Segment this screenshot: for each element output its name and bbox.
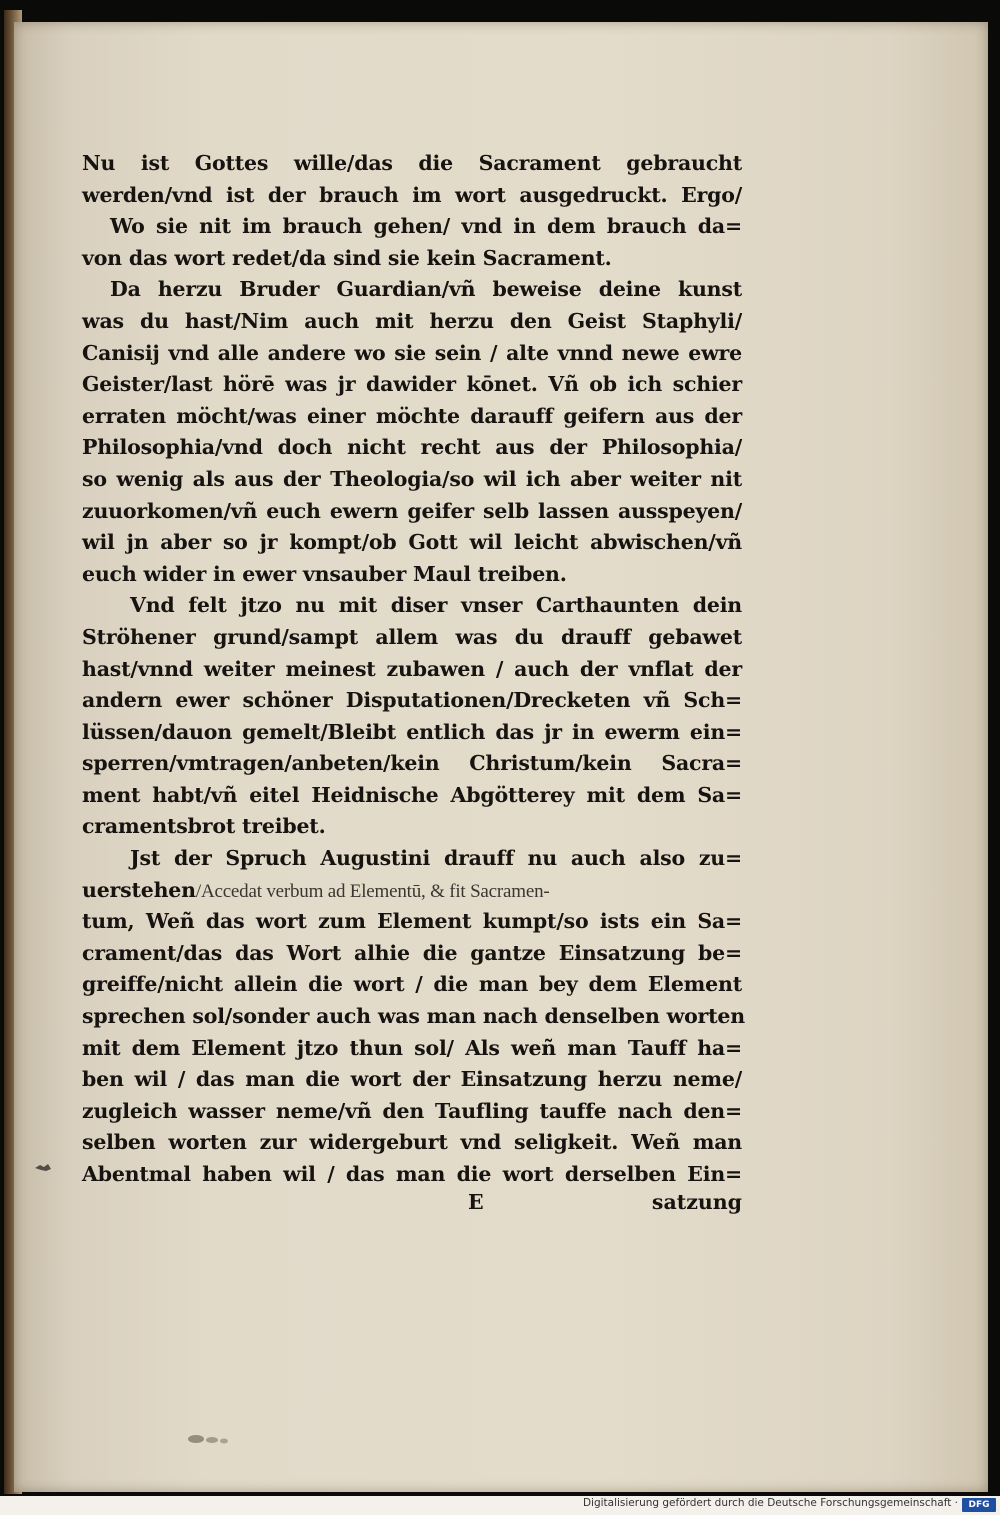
text-line: Wo sie nit im brauch gehen/ vnd in dem brauch da= (110, 214, 742, 239)
latin-quote: /Accedat verbum ad Elementū, & fit Sacramen- (195, 880, 550, 902)
catchword: satzung (651, 1190, 742, 1214)
text-line: wil jn aber so jr kompt/ob Gott wil leicht abwischen/vñ (82, 530, 742, 555)
text-line: erraten möcht/was einer möchte darauff geifern aus der (82, 403, 742, 428)
catchline (82, 1190, 742, 1222)
text-line: lüssen/dauon gemelt/Bleibt entlich das jr in ewerm ein= (82, 719, 742, 744)
text-line: Abentmal haben wil / das man die wort derselben Ein= (82, 1162, 742, 1186)
footer-credit: Digitalisierung gefördert durch die Deutsche Forschungsgemeinschaft · (582, 1497, 958, 1509)
text-line: Jst der Spruch Augustini drauff nu auch also zu= (130, 846, 742, 871)
ink-smudge-mark (186, 1432, 232, 1446)
text-line: Vnd felt jtzo nu mit diser vnser Carthaunten dein (130, 593, 742, 618)
text-line: ment habt/vñ eitel Heidnische Abgötterey mit dem Sa= (82, 782, 742, 807)
text-line: selben worten zur widergeburt vnd seligkeit. Weñ man (82, 1130, 742, 1155)
text-line: andern ewer schöner Disputationen/Drecketen vñ Sch= (82, 688, 742, 713)
text-line: crament/das das Wort alhie die gantze Einsatzung be= (82, 940, 742, 965)
text-line: Da herzu Bruder Guardian/vñ beweise deine kunst (110, 277, 742, 302)
text-line: sprechen sol/sonder auch was man nach denselben worten (82, 1004, 745, 1029)
text-line-mixed (82, 875, 742, 907)
text-line: so wenig als aus der Theologia/so wil ich aber weiter nit (82, 466, 742, 491)
text-line: euch wider in ewer vnsauber Maul treiben. (82, 561, 567, 586)
dfg-logo: DFG (962, 1498, 996, 1512)
text-fragment: uerstehen (82, 877, 196, 902)
text-line: greiffe/nicht allein die wort / die man bey dem Element (82, 972, 742, 997)
text-line: von das wort redet/da sind sie kein Sacrament. (82, 245, 612, 270)
text-line: Ströhener grund/sampt allem was du drauff gebawet (82, 624, 742, 649)
text-block (82, 148, 745, 1191)
text-line: Philosophia/vnd doch nicht recht aus der Philosophia/ (82, 435, 742, 460)
ink-blot-mark (34, 1162, 52, 1174)
text-line: was du hast/Nim auch mit herzu den Geist Staphyli/ (82, 308, 742, 333)
text-line: tum, Weñ das wort zum Element kumpt/so ists ein Sa= (82, 909, 742, 934)
text-line: ben wil / das man die wort der Einsatzung herzu neme/ (82, 1067, 742, 1092)
signature-mark: E (468, 1190, 484, 1214)
text-line: werden/vnd ist der brauch im wort ausgedruckt. Ergo/ (82, 182, 742, 207)
text-line: hast/vnnd weiter meinest zubawen / auch der vnflat der (82, 656, 742, 681)
text-line: mit dem Element jtzo thun sol/ Als weñ man Tauff ha= (82, 1035, 742, 1060)
text-line: zuuorkomen/vñ euch ewern geifer selb lassen ausspeyen/ (82, 498, 742, 523)
text-line: Nu ist Gottes wille/das die Sacrament gebraucht (82, 151, 742, 175)
text-line: Geister/last hörē was jr dawider kōnet. Vñ ob ich schier (82, 372, 742, 397)
text-line: zugleich wasser neme/vñ den Taufling tauffe nach den= (82, 1098, 742, 1123)
text-line: sperren/vmtragen/anbeten/kein Christum/kein Sacra= (82, 751, 742, 776)
text-line: Canisij vnd alle andere wo sie sein / alte vnnd newe ewre (82, 340, 742, 365)
text-line: cramentsbrot treibet. (82, 814, 326, 839)
